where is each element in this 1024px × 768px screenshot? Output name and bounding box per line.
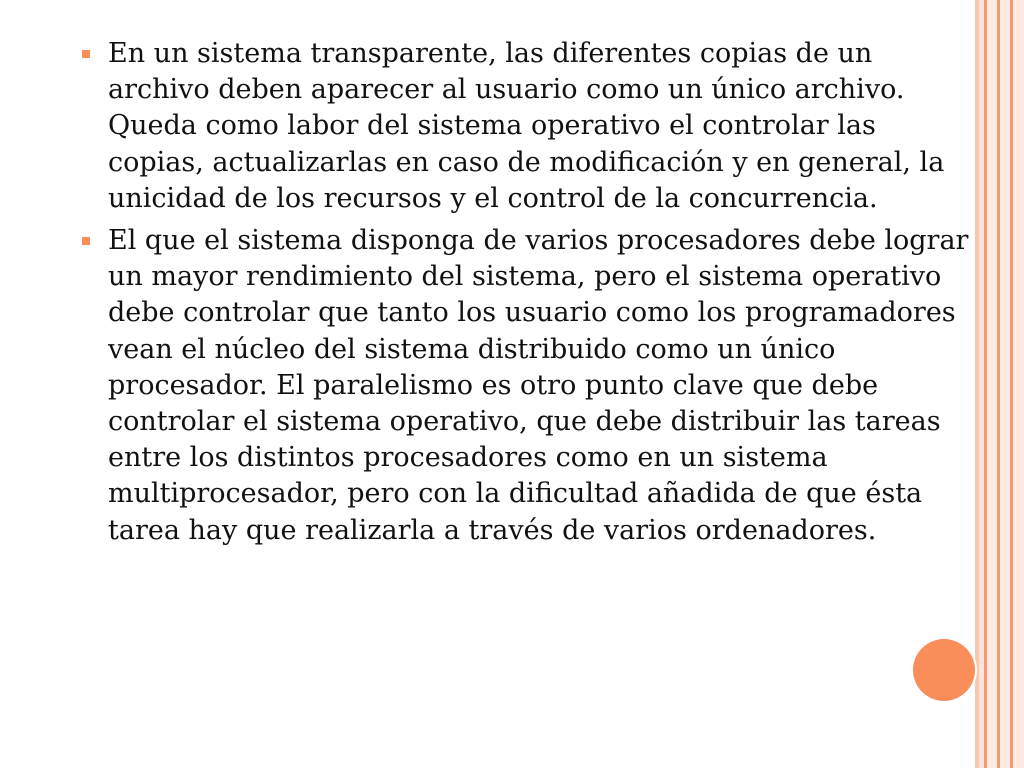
bullet-item: [78, 36, 970, 217]
decorative-circle: [913, 639, 975, 701]
bullet-text: El que el sistema disponga de varios procesadores debe lograr un mayor rendimiento del sistema, pero el sistema operativo debe controlar que tanto los usuario como los programadores vean el núcleo del sistema distribuido como un único procesador. El paralelismo es otro punto clave que debe controlar el sistema operativo, que debe distribuir las tareas entre los distintos procesadores como en un sistema multiprocesador, pero con la dificultad añadida de que ésta tarea hay que realizarla a través de varios ordenadores.: [108, 225, 969, 546]
decorative-stripe: [1013, 0, 1024, 768]
bullet-text: En un sistema transparente, las diferentes copias de un archivo deben aparecer al usuario como un único archivo. Queda como labor del sistema operativo el controlar las copias, actualizarlas en caso de modificación y en general, la unicidad de los recursos y el control de la concurrencia.: [108, 38, 945, 214]
decorative-stripe: [987, 0, 997, 768]
bullet-list: [78, 36, 970, 549]
decorative-stripe: [1000, 0, 1010, 768]
square-bullet-icon: [82, 50, 90, 58]
square-bullet-icon: [82, 237, 90, 245]
slide-content: [78, 36, 970, 555]
bullet-item: [78, 223, 970, 549]
